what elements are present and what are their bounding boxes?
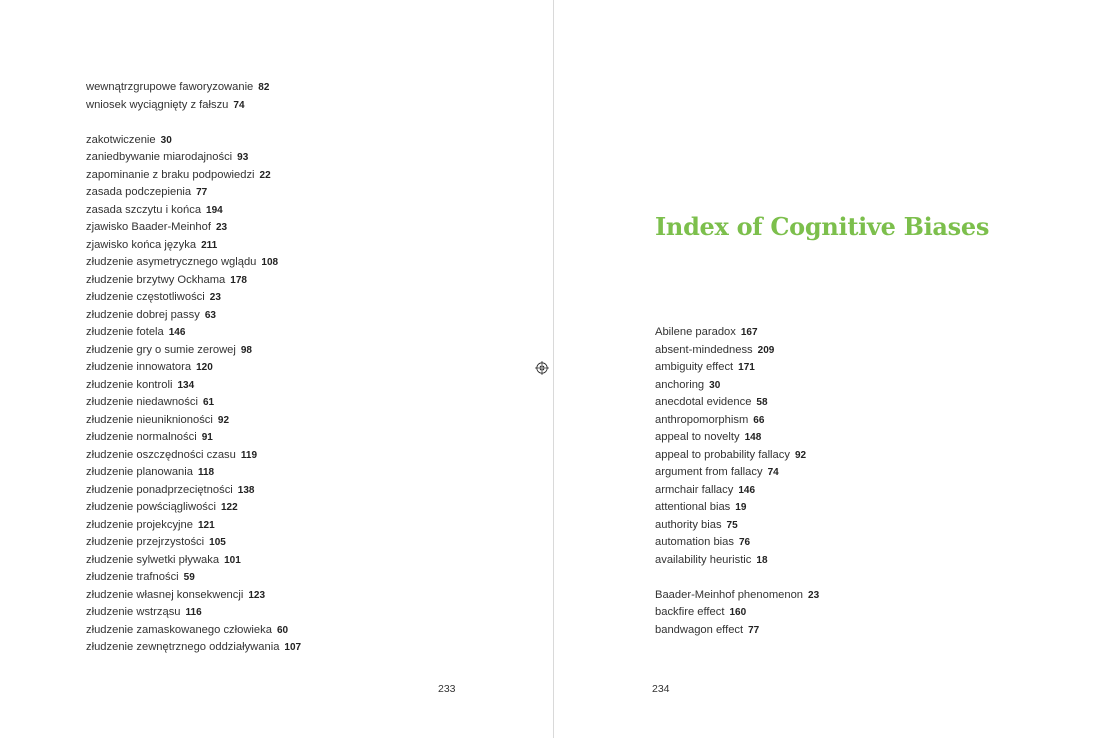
index-page-ref: 92 bbox=[217, 414, 230, 426]
index-term: złudzenie przejrzystości bbox=[86, 536, 205, 548]
index-page-ref: 77 bbox=[748, 624, 760, 636]
index-entry bbox=[86, 359, 301, 377]
index-entry bbox=[86, 394, 301, 412]
index-term: zapominanie z braku podpowiedzi bbox=[86, 168, 255, 181]
index-term: appeal to novelty bbox=[655, 431, 740, 443]
index-term: availability heuristic bbox=[655, 553, 752, 566]
index-page-ref: 66 bbox=[753, 414, 765, 426]
index-term: argument from fallacy bbox=[655, 466, 763, 478]
index-entry bbox=[86, 517, 301, 535]
registration-mark-icon bbox=[535, 361, 549, 375]
index-entry bbox=[655, 534, 819, 552]
index-page-ref: 123 bbox=[248, 589, 266, 601]
index-term: złudzenie ponadprzeciętności bbox=[86, 483, 233, 496]
index-page-ref: 58 bbox=[756, 397, 768, 408]
index-entry bbox=[86, 307, 301, 325]
index-term: Baader-Meinhof phenomenon bbox=[655, 588, 804, 601]
index-entry bbox=[86, 482, 301, 500]
index-term: złudzenie innowatora bbox=[86, 361, 192, 373]
index-term: złudzenie sylwetki pływaka bbox=[86, 553, 220, 566]
index-entry bbox=[655, 359, 819, 377]
index-page-ref: 74 bbox=[767, 467, 779, 478]
index-entry bbox=[86, 639, 301, 657]
index-term: złudzenie częstotliwości bbox=[86, 291, 205, 303]
index-entry bbox=[655, 447, 819, 465]
index-page-ref: 171 bbox=[738, 362, 755, 373]
index-entry bbox=[655, 464, 819, 482]
index-entry bbox=[86, 464, 301, 482]
index-entry bbox=[655, 482, 819, 500]
index-page-ref: 178 bbox=[230, 274, 247, 286]
index-entry bbox=[86, 219, 301, 237]
index-term: zjawisko końca języka bbox=[86, 238, 197, 251]
index-page-ref: 209 bbox=[757, 344, 775, 356]
index-page-ref: 148 bbox=[744, 432, 762, 443]
index-term: złudzenie brzytwy Ockhama bbox=[86, 273, 226, 286]
index-term: backfire effect bbox=[655, 606, 725, 618]
index-page-ref: 93 bbox=[237, 152, 249, 163]
index-term: złudzenie dobrej passy bbox=[86, 308, 200, 321]
index-entry bbox=[86, 79, 301, 97]
index-term: złudzenie asymetrycznego wglądu bbox=[86, 256, 257, 268]
index-entry bbox=[86, 429, 301, 447]
index-page-ref: 167 bbox=[740, 327, 758, 338]
index-entry bbox=[655, 377, 819, 395]
index-entry bbox=[655, 552, 819, 570]
right-page bbox=[554, 0, 1107, 738]
index-page-ref: 98 bbox=[240, 344, 252, 356]
index-term: absent-mindedness bbox=[655, 343, 753, 356]
index-page-ref: 120 bbox=[196, 362, 213, 373]
index-term: automation bias bbox=[655, 536, 734, 548]
index-entry bbox=[86, 324, 301, 342]
page-number-left: 233 bbox=[438, 683, 456, 695]
index-entry bbox=[86, 97, 301, 115]
index-term: złudzenie powściągliwości bbox=[86, 501, 216, 513]
index-page-ref: 18 bbox=[756, 554, 768, 566]
index-entry bbox=[86, 499, 301, 517]
index-term: anchoring bbox=[655, 378, 705, 391]
index-page-ref: 146 bbox=[738, 484, 756, 496]
index-page-ref: 19 bbox=[735, 502, 747, 513]
index-page-ref: 75 bbox=[726, 519, 738, 531]
index-page-ref: 61 bbox=[202, 397, 215, 408]
index-page-ref: 63 bbox=[204, 309, 216, 321]
index-term: złudzenie zewnętrznego oddziaływania bbox=[86, 641, 280, 653]
index-term: zasada szczytu i końca bbox=[86, 203, 202, 216]
index-page-ref: 116 bbox=[185, 607, 202, 618]
index-entry bbox=[86, 167, 301, 185]
index-page-ref: 23 bbox=[209, 292, 221, 303]
index-title: Index of Cognitive Biases bbox=[655, 212, 990, 241]
index-term: appeal to probability fallacy bbox=[655, 448, 790, 461]
index-entry bbox=[86, 289, 301, 307]
index-term: zaniedbywanie miarodajności bbox=[86, 151, 233, 163]
index-entry bbox=[655, 342, 819, 360]
index-entry bbox=[86, 587, 301, 605]
index-entry bbox=[655, 587, 819, 605]
index-page-ref: 23 bbox=[808, 589, 820, 601]
index-term: zjawisko Baader-Meinhof bbox=[86, 221, 211, 233]
index-page-ref: 146 bbox=[168, 327, 186, 338]
index-page-ref: 122 bbox=[220, 502, 238, 513]
index-term: złudzenie własnej konsekwencji bbox=[86, 588, 244, 601]
index-page-ref: 82 bbox=[258, 82, 270, 93]
index-term: bandwagon effect bbox=[655, 623, 744, 636]
index-entry bbox=[86, 184, 301, 202]
index-page-ref: 194 bbox=[206, 204, 223, 216]
index-term: wniosek wyciągnięty z fałszu bbox=[86, 98, 229, 111]
index-page-ref: 92 bbox=[794, 449, 807, 461]
page-number-right: 234 bbox=[652, 683, 670, 695]
index-term: złudzenie planowania bbox=[86, 466, 193, 478]
index-page-ref: 160 bbox=[729, 607, 747, 618]
index-page-ref: 118 bbox=[197, 467, 215, 478]
index-page-ref: 121 bbox=[197, 519, 215, 531]
index-page-ref: 30 bbox=[709, 379, 721, 391]
index-term: złudzenie oszczędności czasu bbox=[86, 448, 236, 461]
index-term: złudzenie projekcyjne bbox=[86, 518, 193, 531]
index-page-ref: 74 bbox=[233, 99, 245, 111]
index-term: złudzenie niedawności bbox=[86, 396, 198, 408]
index-page-ref: 108 bbox=[261, 257, 279, 268]
index-entry bbox=[86, 377, 301, 395]
index-term: złudzenie kontroli bbox=[86, 378, 173, 391]
index-entry bbox=[86, 149, 301, 167]
index-term: zasada podczepienia bbox=[86, 186, 192, 198]
index-entry bbox=[86, 604, 301, 622]
index-term: złudzenie wstrząsu bbox=[86, 606, 181, 618]
index-entry bbox=[655, 412, 819, 430]
index-page-ref: 30 bbox=[160, 134, 172, 146]
index-term: złudzenie nieuniknioności bbox=[86, 413, 213, 426]
index-gap bbox=[655, 569, 819, 587]
index-entry bbox=[86, 342, 301, 360]
index-term: złudzenie zamaskowanego człowieka bbox=[86, 623, 272, 636]
index-entry bbox=[86, 132, 301, 150]
index-page-ref: 105 bbox=[209, 537, 226, 548]
index-page-ref: 23 bbox=[216, 222, 228, 233]
index-entry bbox=[86, 569, 301, 587]
index-entry bbox=[86, 552, 301, 570]
index-entry bbox=[86, 254, 301, 272]
index-page-ref: 77 bbox=[196, 187, 208, 198]
index-page-ref: 107 bbox=[284, 642, 302, 653]
index-entry bbox=[655, 499, 819, 517]
index-term: attentional bias bbox=[655, 501, 731, 513]
index-term: anecdotal evidence bbox=[655, 396, 752, 408]
index-entry bbox=[86, 202, 301, 220]
index-entry bbox=[655, 324, 819, 342]
index-term: złudzenie fotela bbox=[86, 326, 164, 338]
index-entry bbox=[86, 447, 301, 465]
index-term: złudzenie gry o sumie zerowej bbox=[86, 343, 236, 356]
index-page-ref: 91 bbox=[201, 432, 213, 443]
index-page-ref: 22 bbox=[259, 169, 271, 181]
index-term: Abilene paradox bbox=[655, 326, 736, 338]
index-entry bbox=[655, 429, 819, 447]
index-list-polish bbox=[86, 79, 301, 657]
index-term: anthropomorphism bbox=[655, 413, 749, 426]
index-entry bbox=[86, 272, 301, 290]
index-entry bbox=[655, 622, 819, 640]
index-gap bbox=[86, 114, 301, 132]
index-page-ref: 119 bbox=[240, 449, 258, 461]
index-term: authority bias bbox=[655, 518, 722, 531]
index-entry bbox=[86, 237, 301, 255]
index-page-ref: 138 bbox=[237, 484, 255, 496]
index-entry bbox=[86, 622, 301, 640]
index-entry bbox=[655, 604, 819, 622]
index-entry bbox=[655, 517, 819, 535]
index-page-ref: 60 bbox=[276, 624, 289, 636]
index-term: armchair fallacy bbox=[655, 483, 734, 496]
index-term: złudzenie normalności bbox=[86, 431, 197, 443]
index-term: wewnątrzgrupowe faworyzowanie bbox=[86, 81, 254, 93]
index-page-ref: 76 bbox=[739, 537, 751, 548]
index-entry bbox=[655, 394, 819, 412]
index-page-ref: 101 bbox=[224, 554, 241, 566]
index-entry bbox=[86, 412, 301, 430]
index-term: złudzenie trafności bbox=[86, 571, 179, 583]
index-page-ref: 211 bbox=[201, 239, 218, 251]
index-entry bbox=[86, 534, 301, 552]
index-term: zakotwiczenie bbox=[86, 133, 156, 146]
index-list-english bbox=[655, 324, 819, 639]
index-page-ref: 134 bbox=[177, 379, 195, 391]
left-page bbox=[0, 0, 553, 738]
index-term: ambiguity effect bbox=[655, 361, 734, 373]
index-page-ref: 59 bbox=[183, 572, 195, 583]
